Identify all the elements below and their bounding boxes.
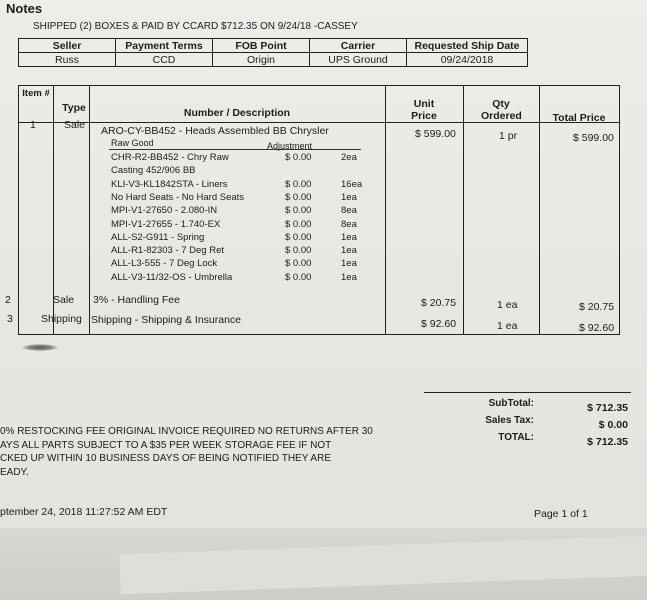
component-qty: 1ea	[341, 231, 357, 243]
component-qty: 16ea	[341, 178, 363, 190]
policy-line: 0% RESTOCKING FEE ORIGINAL INVOICE REQUIRED NO RETURNS AFTER 30	[0, 426, 373, 437]
col-unit-price: Unit Price	[411, 98, 437, 122]
item-type: Sale	[53, 294, 75, 306]
adjustment-label: Adjustment	[267, 141, 313, 151]
seller-value: Russ	[19, 53, 116, 67]
component-adjustment: $ 0.00	[285, 152, 312, 163]
payment-terms-value: CCD	[116, 53, 213, 67]
notes-title: Notes	[6, 1, 43, 16]
item-qty: 1 ea	[497, 320, 518, 332]
component-qty: 8ea	[341, 205, 357, 217]
divider	[89, 86, 90, 334]
item-description: ARO-CY-BB452 - Heads Assembled BB Chrysler	[101, 125, 329, 137]
item-total-price: $ 20.75	[579, 301, 615, 313]
item-total-price: $ 599.00	[573, 132, 614, 144]
item-unit-price: $ 92.60	[421, 318, 457, 330]
return-policy	[0, 425, 373, 479]
component-description: KLI-V3-KL1842STA - Liners	[111, 178, 228, 190]
print-timestamp: ptember 24, 2018 11:27:52 AM EDT	[0, 506, 168, 518]
component-qty: 1ea	[341, 271, 357, 283]
sales-tax-label: Sales Tax:	[485, 415, 534, 426]
component-adjustment: $ 0.00	[285, 231, 312, 243]
divider	[385, 86, 386, 334]
component-adjustment: $ 0.00	[285, 205, 312, 217]
item-unit-price: $ 20.75	[421, 297, 457, 309]
component-description: ALL-R1-82303 - 7 Deg Ret	[111, 245, 225, 257]
payment-terms-label: Payment Terms	[116, 39, 213, 53]
fob-point-label: FOB Point	[213, 39, 310, 53]
col-total-price: Total Price	[552, 112, 606, 124]
component-description: ALL-S2-G911 - Spring	[111, 231, 205, 243]
divider	[463, 86, 464, 334]
total-label: TOTAL:	[498, 432, 534, 443]
component-qty: 1ea	[341, 245, 357, 257]
divider	[19, 122, 619, 123]
item-number: 1	[30, 119, 36, 131]
ink-smudge	[22, 344, 58, 351]
notes-text: SHIPPED (2) BOXES & PAID BY CCARD $712.35 ON 9/24/18 -CASSEY	[33, 21, 358, 32]
raw-good-label: Raw Good	[111, 138, 154, 148]
divider	[424, 392, 631, 393]
item-number: 2	[5, 294, 11, 306]
component-description: No Hard Seats - No Hard Seats	[111, 191, 245, 203]
policy-line: CKED UP WITHIN 10 BUSINESS DAYS OF BEING NOTIFIED THEY ARE	[0, 453, 331, 464]
component-adjustment: $ 0.00	[285, 258, 312, 270]
carrier-label: Carrier	[310, 39, 407, 53]
fob-point-value: Origin	[213, 53, 310, 67]
item-description: 3% - Handling Fee	[93, 294, 180, 306]
component-description: MPI-V1-27650 - 2.080-IN	[111, 205, 218, 217]
subtotal-value: $ 712.35	[587, 402, 628, 414]
policy-line: EADY.	[0, 466, 29, 478]
carrier-value: UPS Ground	[310, 53, 407, 67]
component-qty: 8ea	[341, 218, 357, 230]
component-adjustment: $ 0.00	[285, 245, 312, 257]
component-description: CHR-R2-BB452 - Chry Raw	[111, 152, 229, 163]
item-description: Shipping - Shipping & Insurance	[91, 314, 242, 326]
page-number: Page 1 of 1	[534, 508, 588, 520]
order-header-table	[18, 38, 528, 67]
divider	[109, 149, 361, 150]
policy-line: AYS ALL PARTS SUBJECT TO A $35 PER WEEK STORAGE FEE IF NOT	[0, 439, 332, 451]
component-qty: 2ea	[341, 152, 357, 163]
item-number: 3	[7, 313, 13, 325]
col-type: Type	[62, 102, 86, 114]
sales-tax-value: $ 0.00	[598, 419, 628, 431]
ship-date-value: 09/24/2018	[407, 53, 528, 67]
col-item: Item #	[22, 88, 50, 99]
item-qty: 1 ea	[497, 299, 518, 311]
component-adjustment: $ 0.00	[285, 218, 312, 230]
item-total-price: $ 92.60	[579, 322, 615, 334]
subtotal-label: SubTotal:	[488, 398, 534, 409]
item-unit-price: $ 599.00	[415, 128, 456, 140]
item-type: Sale	[64, 119, 86, 131]
component-description: Casting 452/906 BB	[111, 165, 196, 177]
col-description: Number / Description	[183, 107, 291, 119]
col-qty-ordered: Qty Ordered	[481, 98, 522, 122]
component-description: ALL-L3-555 - 7 Deg Lock	[111, 258, 218, 270]
component-description: MPI-V1-27655 - 1.740-EX	[111, 218, 221, 230]
component-qty: 1ea	[341, 258, 357, 270]
item-qty: 1 pr	[499, 130, 518, 142]
component-adjustment: $ 0.00	[285, 271, 312, 283]
ship-date-label: Requested Ship Date	[407, 39, 528, 53]
component-qty: 1ea	[341, 191, 357, 203]
line-items-table	[5, 85, 620, 335]
component-description: ALL-V3-11/32-OS - Umbrella	[111, 271, 233, 283]
total-value: $ 712.35	[587, 436, 628, 448]
seller-label: Seller	[19, 39, 116, 53]
item-type: Shipping	[41, 313, 82, 325]
component-adjustment: $ 0.00	[285, 178, 312, 190]
component-adjustment: $ 0.00	[285, 191, 312, 203]
